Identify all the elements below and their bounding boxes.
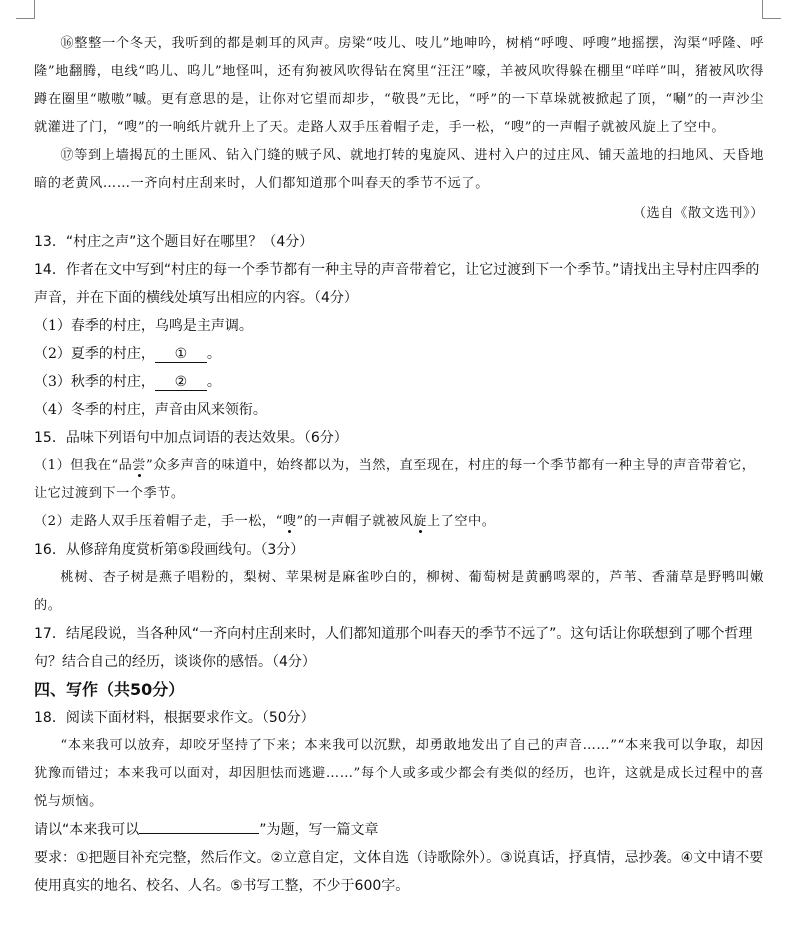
question-16-sentence: 桃树、杏子树是燕子唱粉的，梨树、苹果树是麻雀吵白的，柳树、葡萄树是黄鹂鸣翠的，芦苇、香蒲草是野鸭叫嫩的。 — [34, 570, 764, 613]
exam-page — [34, 30, 764, 900]
section-heading-writing: 四、写作（共50分） — [34, 680, 185, 699]
paragraph-17: ⑰等到上墙揭瓦的土匪风、钻入门缝的贼子风、就地打转的鬼旋风、进村入户的过庄风、铺天盖地的扫地风、天昏地暗的老黄风……一齐向村庄刮来时，人们都知道那个叫春天的季节不远了。 — [34, 148, 764, 191]
passage-source: （选自《散文选刊》） — [632, 206, 764, 221]
dotted-word-xuan: 旋 — [413, 514, 427, 529]
crop-mark-top-right — [762, 0, 781, 19]
essay-requirements: 要求：①把题目补充完整，然后作文。②立意自定，文体自选（诗歌除外）。③说真话，抒真情，忌抄袭。④文中请不要使用真实的地名、校名、人名。⑤书写工整，不少于600字。 — [34, 850, 764, 894]
question-18-material: “本来我可以放弃，却咬牙坚持了下来；本来我可以沉默，却勇敢地发出了自己的声音……”“本来我可以争取，却因犹豫而错过；本来我可以面对，却因胆怯而逃避……”每个人或多或少都会有类似的经历，也许，这就是成长过程中的喜悦与烦恼。 — [34, 738, 764, 809]
question-15-stem: 15．品味下列语句中加点词语的表达效果。（6分） — [34, 430, 348, 446]
question-15-sentence-2: （2）走路人双手压着帽子走，手一松，“嗖”的一声帽子就被风旋上了空中。 — [34, 514, 496, 529]
paragraph-16: ⑯整整一个冬天，我听到的都是刺耳的风声。房梁“吱儿、吱儿”地呻吟，树梢“呼嗖、呼嗖”地摇摆，沟渠“呼隆、呼隆”地翻腾，电线“呜儿、呜儿”地怪叫，还有狗被风吹得钻在窝里“汪汪”嚎，羊被风吹得躲在棚里“咩咩”叫，猪被风吹得蹲在圈里“嗷嗷”嘁。更有意思的是，让你对它望而却步，“敬畏”无比，“呼”的一下草垛就被掀起了顶，“唰”的一声沙尘就灌进了门，“嗖”的一响纸片就升上了天。走路人双手压着帽子走，手一松，“嗖”的一声帽子就被风旋上了空中。 — [34, 36, 764, 135]
question-16-stem: 16．从修辞角度赏析第⑤段画线句。（3分） — [34, 542, 305, 558]
dotted-word-sou: 嗖 — [282, 514, 297, 529]
question-14-stem: 14．作者在文中写到“村庄的每一个季节都有一种主导的声音带着它，让它过渡到下一个季节。”请找出主导村庄四季的声音，并在下面的横线处填写出相应的内容。（4分） — [34, 262, 760, 306]
question-13: 13．“村庄之声”这个题目好在哪里？（4分） — [34, 234, 314, 250]
answer-blank-2[interactable]: ② — [155, 374, 207, 391]
question-18-stem: 18．阅读下面材料，根据要求作文。（50分） — [34, 710, 315, 726]
answer-blank-1[interactable]: ① — [155, 346, 207, 363]
question-14-item-2: （2）夏季的村庄， ① 。 — [34, 346, 221, 362]
crop-mark-top-left — [16, 0, 35, 19]
question-14-item-3: （3）秋季的村庄， ② 。 — [34, 374, 221, 390]
question-14-item-1: （1）春季的村庄，乌鸣是主声调。 — [34, 318, 253, 334]
dotted-word-chang: 尝 — [132, 458, 146, 473]
question-14-item-4: （4）冬季的村庄，声音由风来领衔。 — [34, 402, 267, 418]
question-17: 17．结尾段说，当各种风“一齐向村庄刮来时，人们都知道那个叫春天的季节不远了”。这句话让你联想到了哪个哲理句？结合自己的经历，谈谈你的感悟。（4分） — [34, 626, 753, 670]
question-15-sentence-1: （1）但我在“品尝”众多声音的味道中，始终都以为，当然，直至现在，村庄的每一个季节都有一种主导的声音带着它，让它过渡到下一个季节。 — [34, 458, 756, 501]
essay-title-blank[interactable] — [139, 819, 259, 834]
essay-title-prompt: 请以“本来我可以 ”为题，写一篇文章 — [34, 816, 764, 844]
